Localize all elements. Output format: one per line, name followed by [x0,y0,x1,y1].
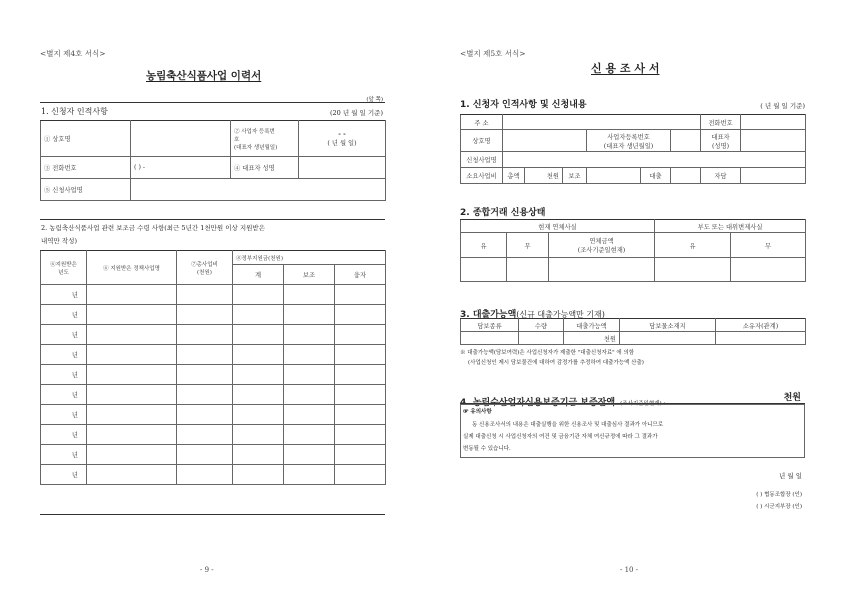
total-cost-cell[interactable] [177,325,233,345]
total-cost-cell[interactable] [177,285,233,305]
loan-cell[interactable] [335,305,386,325]
section-1-title: 1. 신청자 인적사항 [41,107,108,116]
subsidy-cell[interactable] [284,425,335,445]
total-cost-cell[interactable] [177,405,233,425]
dishonor-header: 부도 또는 대위변제사실 [655,220,806,233]
notice-header: ☞ 유의사항 [463,409,492,415]
total-cost-cell[interactable] [177,305,233,325]
project-name-label: 신청사업명 [461,152,503,168]
business-number-label: ② 사업자 등록번 호 (대표자 생년월일) [231,121,299,157]
guarantee-balance-unit: 천원 [783,393,801,403]
year-cell[interactable]: 년 [41,405,87,425]
total-cost-cell[interactable] [177,425,233,445]
phone-field[interactable] [741,115,806,130]
sum-cell[interactable] [233,465,284,485]
col-year-header: ⑥지원받은 년도 [41,251,87,285]
loanable-header: 대출가능액 [564,319,620,332]
overdue-no-field[interactable] [507,258,549,282]
section-2-title-line2: 내역만 작성) [41,237,77,245]
section-1-title: 1. 신청자 인적사항 및 신청내용 [460,100,587,110]
subsidy-cell[interactable] [284,305,335,325]
dishonor-yes-field[interactable] [655,258,731,282]
table-row [41,465,386,485]
year-cell[interactable]: 년 [41,285,87,305]
total-cost-cell[interactable] [177,365,233,385]
col-sum-header: 계 [233,265,284,285]
loan-cell[interactable] [335,405,386,425]
credit-status-table [460,219,806,282]
sum-cell[interactable] [233,305,284,325]
company-name-field[interactable] [503,130,587,152]
form-number: <별지 제4호 서식> [40,49,106,58]
table-row [41,385,386,405]
subsidy-label: 보조 [563,168,587,184]
collateral-type-header: 담보종류 [461,319,519,332]
address-field[interactable] [503,115,701,130]
date-line: 년 월 일 [779,472,802,480]
project-cell[interactable] [87,325,177,345]
form-number: <별지 제5호 서식> [460,49,526,58]
subsidy-cell[interactable] [284,465,335,485]
applicant-info-table [40,120,386,201]
project-cell[interactable] [87,305,177,325]
subsidy-cell[interactable] [284,325,335,345]
subsidy-cell[interactable] [284,285,335,305]
phone-field[interactable]: ( ) - [131,157,231,179]
total-cost-cell[interactable] [177,465,233,485]
quantity-field[interactable] [519,332,564,345]
loanable-amount-table [460,318,806,345]
subsidy-cell[interactable] [284,405,335,425]
loan-cell[interactable] [335,325,386,345]
phone-label: 전화번호 [701,115,741,130]
sum-cell[interactable] [233,425,284,445]
loanable-note-2: (사업신청인 제시 담보물건에 대하여 감정가를 추정하여 대출가능액 산출) [468,360,644,366]
total-label: 총액 [503,168,525,184]
project-cost-label: 소요사업비 [461,168,503,184]
self-burden-label: 자담 [701,168,741,184]
section-1-date-note: (20 년 월 일 기준) [329,109,383,117]
page-title: 농림축산식품사업 이력서 [146,70,262,82]
loanable-note-1: ※ 대출가능액(담보여력)은 사업신청자가 제출한 "대출신청자료" 에 의함 [460,350,635,356]
total-cost-cell[interactable] [177,385,233,405]
total-field[interactable]: 천원 [525,168,563,184]
table-row [41,345,386,365]
loan-cell[interactable] [335,425,386,445]
year-cell[interactable]: 년 [41,385,87,405]
project-cell[interactable] [87,345,177,365]
notice-line-2: 실제 대출신청 시 사업신청자의 여건 및 금융기관 자체 여신규정에 따라 그 결과가 [463,434,658,440]
subsidy-history-table [40,250,386,485]
project-name-label: ⑤ 신청사업명 [41,179,131,201]
col-subsidy-header: 보조 [284,265,335,285]
subsidy-cell[interactable] [284,365,335,385]
notice-line-1: 동 신용조사서의 내용은 대출실행을 위한 신용조사 및 대출심사 결과가 아니므로 [472,422,664,428]
project-name-field[interactable] [503,152,806,168]
company-name-label: ① 상호명 [41,121,131,157]
collateral-type-field[interactable] [461,332,519,345]
right-page [460,0,805,595]
loan-cell[interactable] [335,465,386,485]
table-row [41,285,386,305]
address-label: 주 소 [461,115,503,130]
owner-header: 소유자(관계) [716,319,806,332]
table-row [41,325,386,345]
year-cell[interactable]: 년 [41,365,87,385]
subsidy-cell[interactable] [284,385,335,405]
project-cell[interactable] [87,445,177,465]
project-cell[interactable] [87,365,177,385]
representative-field[interactable] [299,157,386,179]
sum-cell[interactable] [233,365,284,385]
business-number-field[interactable]: - - ( 년 월 일) [299,121,386,157]
left-page [40,0,385,595]
representative-label: ④ 대표자 성명 [231,157,299,179]
col-gov-support-header: ⑧정부지원금(천원) [233,251,386,265]
business-number-field[interactable] [671,130,701,152]
table-row [41,445,386,465]
year-cell[interactable]: 년 [41,325,87,345]
page-side-mark: (앞 쪽) [366,97,383,103]
loan-label: 대출 [641,168,671,184]
section-1-date-note: ( 년 월 일 기준) [760,102,805,110]
year-cell[interactable]: 년 [41,305,87,325]
section-2-title-line1: 2. 농림축산식품사업 관련 보조금 수령 사항(최근 5년간 1천만원 이상 지원받은 [41,224,265,232]
signature-branch: ( ) 시군지부장 (인) [756,504,802,510]
project-cell[interactable] [87,425,177,445]
representative-field[interactable] [741,130,806,152]
subsidy-field[interactable] [587,168,641,184]
year-cell[interactable]: 년 [41,425,87,445]
table-row [41,405,386,425]
subsidy-cell[interactable] [284,345,335,365]
sum-cell[interactable] [233,405,284,425]
project-cell[interactable] [87,385,177,405]
project-cell[interactable] [87,465,177,485]
overdue-header: 현재 연체사실 [461,220,655,233]
year-cell[interactable]: 년 [41,445,87,465]
project-cell[interactable] [87,405,177,425]
subsidy-cell[interactable] [284,445,335,465]
section-4-title: 4. 농림수산업자신용보증기금 보증잔액 (조사기준일현재) : [460,398,666,408]
notice-line-3: 변동될 수 있습니다. [463,446,511,452]
page-number: - 10 - [620,566,639,574]
company-name-label: 상호명 [461,130,503,152]
applicant-request-table [460,114,806,184]
overdue-yes-header: 유 [461,233,507,258]
dishonor-no-header: 무 [731,233,806,258]
total-cost-cell[interactable] [177,445,233,465]
notice-box [460,404,805,458]
table-row [41,425,386,445]
loan-field[interactable] [671,168,701,184]
quantity-header: 수량 [519,319,564,332]
page-number: - 9 - [200,566,214,574]
loanable-field[interactable]: 천원 [564,332,620,345]
overdue-no-header: 무 [507,233,549,258]
collateral-location-header: 담보물소재지 [620,319,716,332]
loan-cell[interactable] [335,365,386,385]
representative-label: 대표자 (성명) [701,130,741,152]
year-cell[interactable]: 년 [41,345,87,365]
collateral-location-field[interactable] [620,332,716,345]
dishonor-no-field[interactable] [731,258,806,282]
col-total-cost-header: ⑦총사업비 (천원) [177,251,233,285]
loan-cell[interactable] [335,445,386,465]
col-loan-header: 융자 [335,265,386,285]
section-3-title: 3. 대출가능액(신규 대출가능액만 기재) [460,310,605,320]
dishonor-yes-header: 유 [655,233,731,258]
loan-cell[interactable] [335,285,386,305]
owner-field[interactable] [716,332,806,345]
business-number-label: 사업자등록번호 (대표자 생년월일) [587,130,671,152]
project-name-field[interactable] [131,179,386,201]
sum-cell[interactable] [233,285,284,305]
table-row [41,305,386,325]
sum-cell[interactable] [233,445,284,465]
company-name-field[interactable] [131,121,231,157]
phone-label: ③ 전화번호 [41,157,131,179]
table-row [41,365,386,385]
sum-cell[interactable] [233,325,284,345]
total-cost-cell[interactable] [177,345,233,365]
col-project-header: ⑥ 지원받은 정책사업명 [87,251,177,285]
self-burden-field[interactable] [741,168,806,184]
section-2-title: 2. 종합거래 신용상태 [460,208,546,218]
year-cell[interactable]: 년 [41,465,87,485]
loan-cell[interactable] [335,345,386,365]
overdue-yes-field[interactable] [461,258,507,282]
sum-cell[interactable] [233,345,284,365]
project-cell[interactable] [87,285,177,305]
sum-cell[interactable] [233,385,284,405]
overdue-amount-field[interactable] [549,258,655,282]
signature-cooperative: ( ) 협동조합장 (인) [756,492,802,498]
loan-cell[interactable] [335,385,386,405]
page-title: 신 용 조 사 서 [591,62,660,75]
overdue-amount-header: 연체금액 (조사기준일현재) [549,233,655,258]
